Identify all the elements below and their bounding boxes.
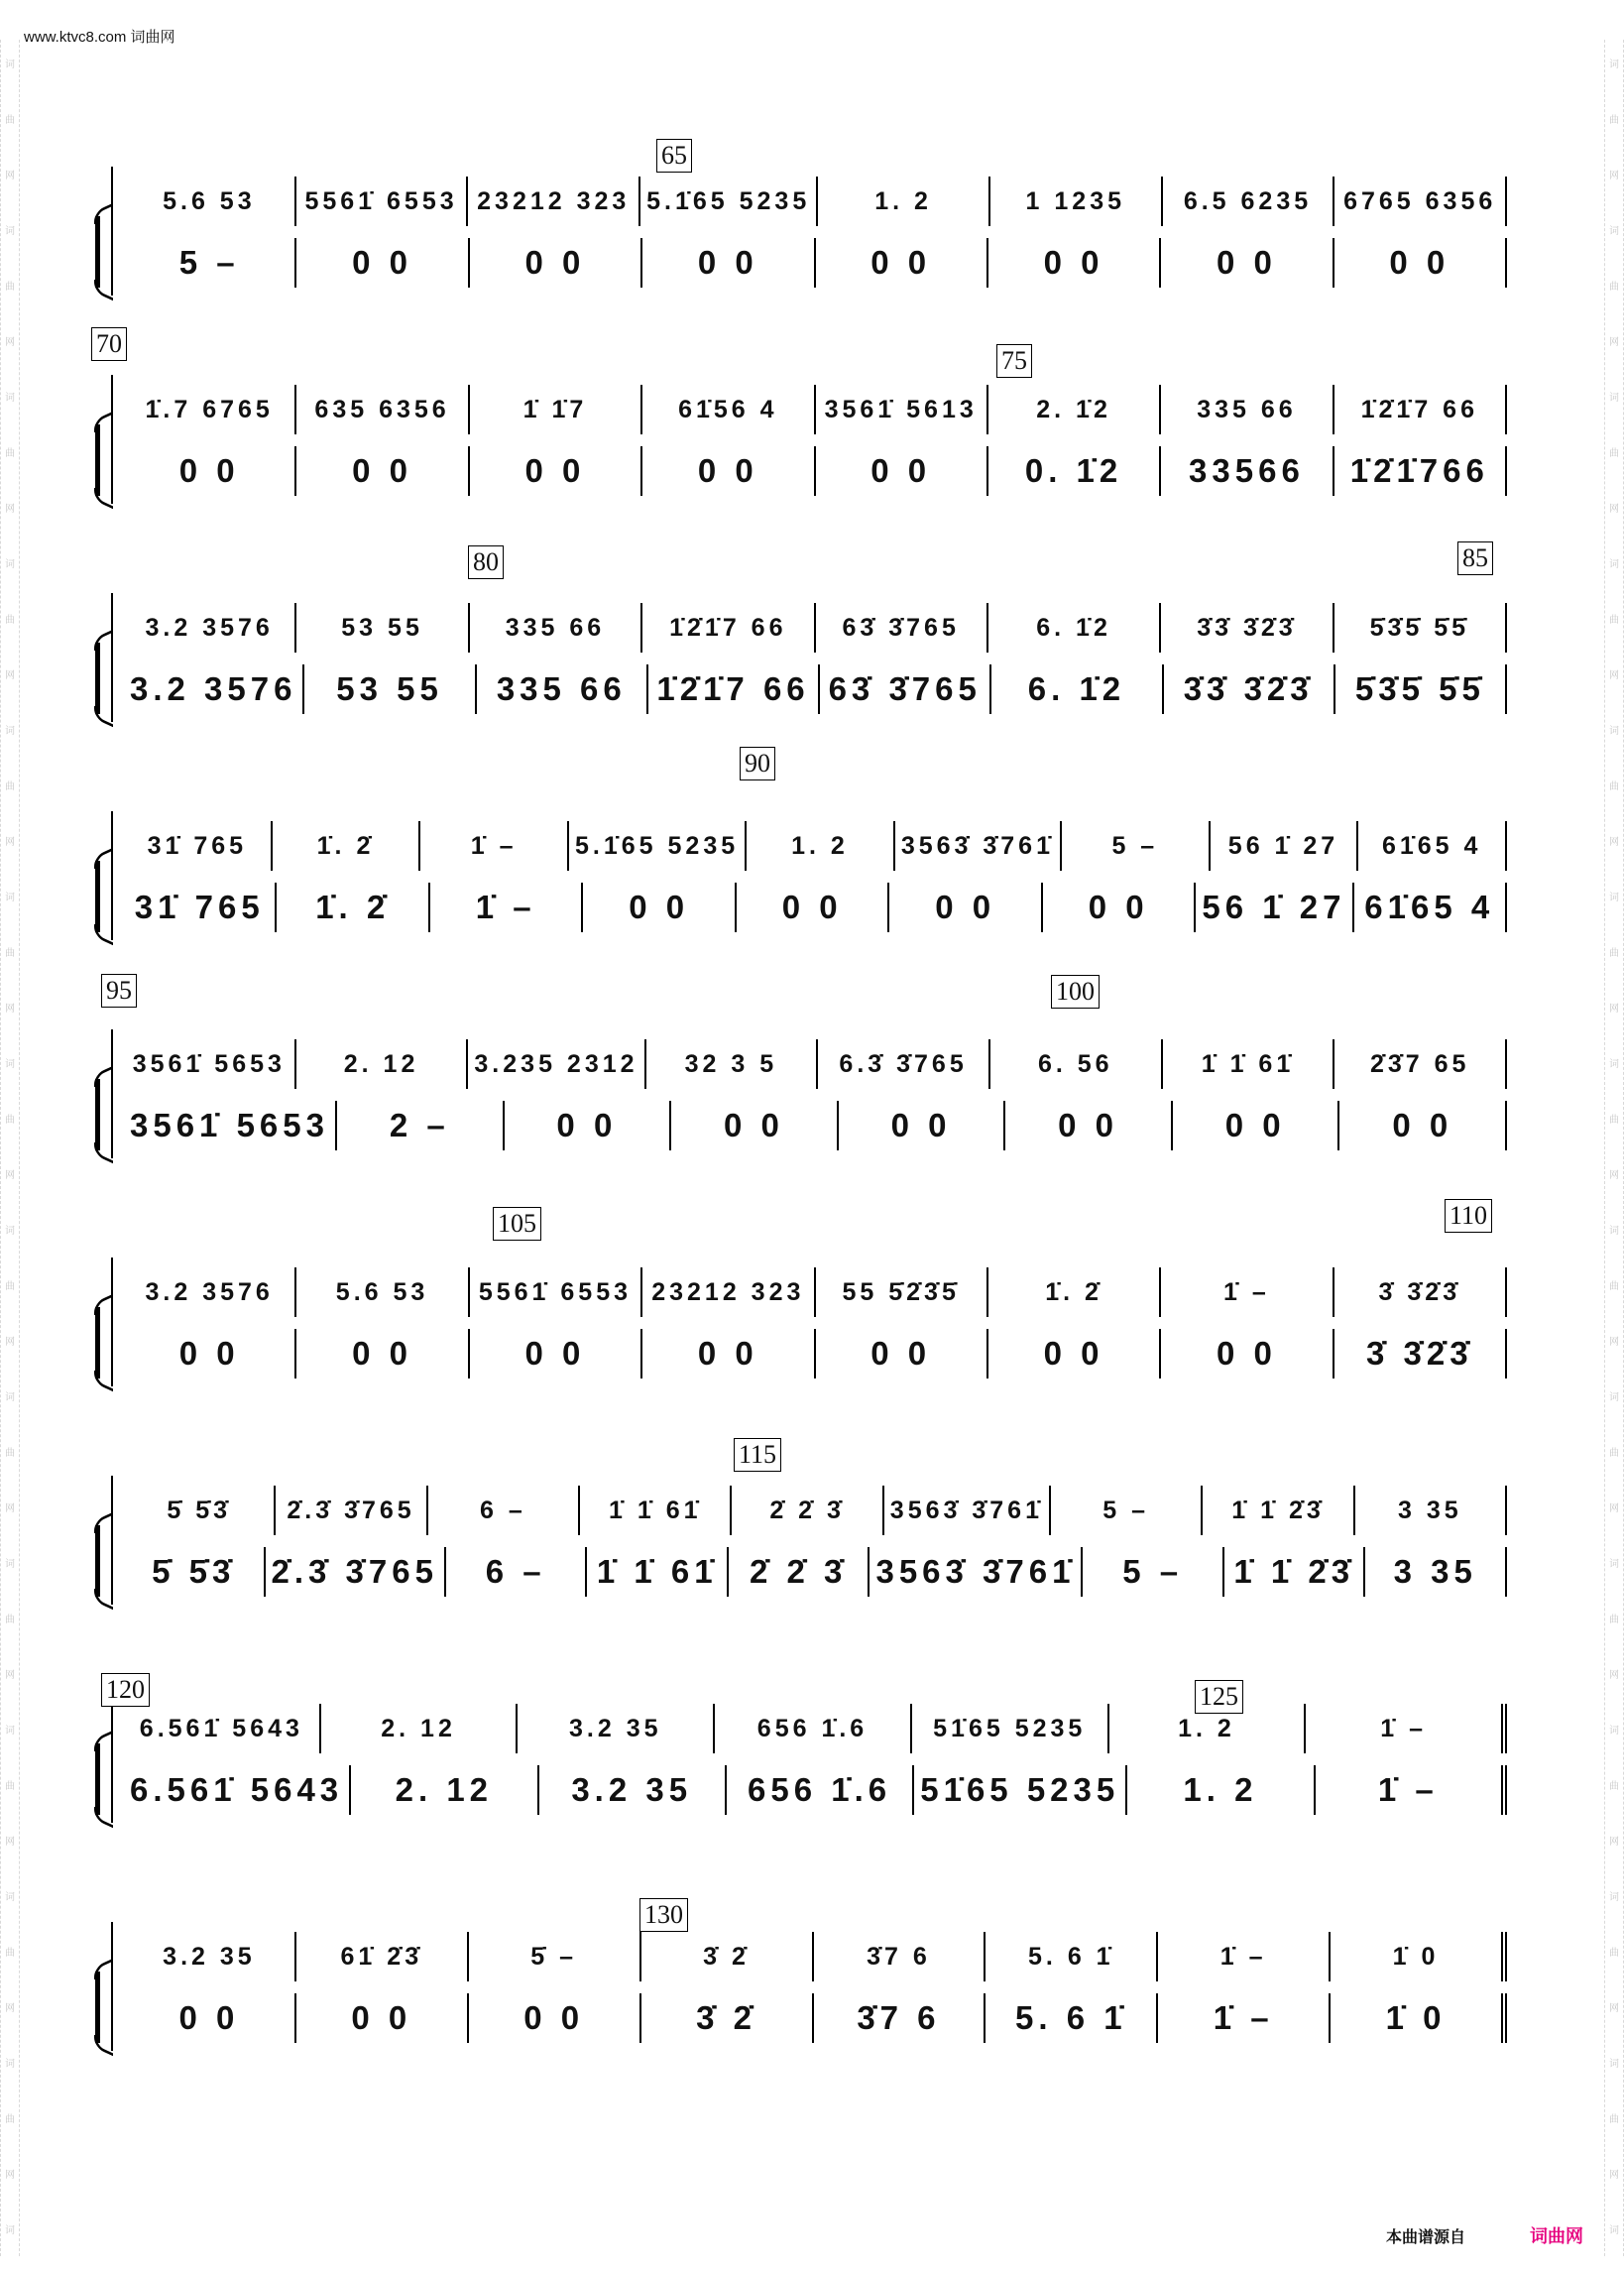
watermark-mark: 曲 <box>1609 2114 1619 2125</box>
measure: 1. 2 <box>818 177 990 226</box>
score-system <box>89 585 1507 734</box>
watermark-mark: 网 <box>5 2003 15 2014</box>
measure: 0 0 <box>889 883 1042 932</box>
watermark-mark: 网 <box>5 2170 15 2181</box>
measure: 0 0 <box>816 238 988 288</box>
watermark-mark: 网 <box>1609 1337 1619 1348</box>
watermark-mark: 词 <box>1609 2225 1619 2236</box>
measure: 5̇3̇5̇ 5̇5̇ <box>1335 664 1507 714</box>
measure: 0. 1̇2 <box>988 446 1161 496</box>
measure: 1̇ 1̇ 2̇3̇ <box>1224 1547 1366 1597</box>
measure: 2̇3̇7 65 <box>1334 1039 1507 1089</box>
watermark-mark: 曲 <box>5 781 15 792</box>
watermark-mark: 词 <box>5 226 15 237</box>
watermark-mark: 网 <box>5 504 15 515</box>
watermark-mark: 网 <box>1609 837 1619 848</box>
measure: 61̇65 4 <box>1354 883 1507 932</box>
measure: 63̇ 3̇765 <box>816 603 988 653</box>
watermark-mark: 曲 <box>5 2114 15 2125</box>
system-line <box>111 593 113 722</box>
measure: 335 66 <box>477 664 648 714</box>
measure: 6 – <box>446 1547 588 1597</box>
upper-staff <box>124 1932 1507 1981</box>
measure: 5561̇ 6553 <box>470 1267 642 1317</box>
upper-staff <box>124 1704 1507 1753</box>
measure: 1̇ – <box>1158 1993 1331 2043</box>
measure-number: 90 <box>740 747 775 780</box>
measure: 1. 2 <box>1109 1704 1307 1753</box>
measure: 3563̇ 3̇761̇ <box>895 821 1062 871</box>
watermark-mark: 词 <box>5 1892 15 1903</box>
score-system <box>89 1686 1507 1835</box>
measure: 3.2 3576 <box>124 664 304 714</box>
watermark-mark: 词 <box>5 1059 15 1070</box>
system-bracket <box>95 1079 110 1150</box>
measure: 3̇3̇ 3̇2̇3̇ <box>1164 664 1335 714</box>
measure: 3561̇ 5613 <box>816 385 988 434</box>
measure: 0 0 <box>1161 238 1334 288</box>
measure: 3̇ 3̇2̇3̇ <box>1334 1267 1507 1317</box>
measure: 3561̇ 5653 <box>124 1039 296 1089</box>
score-system <box>89 159 1507 307</box>
measure: 0 0 <box>1339 1101 1507 1150</box>
measure: 3561̇ 5653 <box>124 1101 337 1150</box>
watermark-mark: 网 <box>5 1004 15 1015</box>
watermark-mark: 词 <box>5 726 15 737</box>
measure: 656 1̇.6 <box>727 1765 914 1815</box>
measure: 0 0 <box>642 1329 815 1378</box>
measure: 5.6 53 <box>124 177 296 226</box>
watermark-mark: 词 <box>5 1226 15 1237</box>
measure-number: 80 <box>468 545 504 579</box>
watermark-mark: 曲 <box>5 282 15 293</box>
lower-staff <box>124 1329 1507 1378</box>
measure: 2̇.3̇ 3̇765 <box>276 1486 427 1535</box>
measure-number: 105 <box>493 1207 541 1241</box>
measure: 1̇. 2̇ <box>273 821 421 871</box>
measure: 2. 12 <box>296 1039 469 1089</box>
measure: 1̇2̇1̇7 66 <box>642 603 815 653</box>
measure: 1̇ 1̇ 61̇ <box>1163 1039 1335 1089</box>
measure: 53 55 <box>304 664 476 714</box>
system-line <box>111 1258 113 1386</box>
measure: 5 – <box>124 238 296 288</box>
measure: 61̇ 2̇3̇ <box>296 1932 469 1981</box>
upper-staff <box>124 1039 1507 1089</box>
watermark-mark: 网 <box>5 1337 15 1348</box>
measure: 51̇65 5235 <box>912 1704 1109 1753</box>
score-system <box>89 1468 1507 1617</box>
measure: 56 1̇ 27 <box>1211 821 1359 871</box>
measure: 3̇7 6 <box>814 1932 986 1981</box>
measure: 0 0 <box>296 1993 469 2043</box>
measure: 3.2 35 <box>539 1765 727 1815</box>
watermark-mark: 网 <box>1609 2170 1619 2181</box>
measure-number: 75 <box>996 344 1032 378</box>
system-bracket <box>95 1307 110 1378</box>
watermark-mark: 网 <box>5 670 15 681</box>
watermark-mark: 词 <box>1609 1892 1619 1903</box>
watermark-mark: 网 <box>1609 1004 1619 1015</box>
watermark-mark: 词 <box>5 1392 15 1403</box>
watermark-mark: 网 <box>1609 670 1619 681</box>
system-bracket <box>95 1743 110 1815</box>
watermark-mark: 词 <box>1609 559 1619 570</box>
measure: 635 6356 <box>296 385 469 434</box>
measure-number: 100 <box>1051 975 1100 1009</box>
measure: 0 0 <box>1334 238 1507 288</box>
measure: 0 0 <box>296 238 469 288</box>
measure: 2. 1̇2 <box>988 385 1161 434</box>
measure: 0 0 <box>469 1993 641 2043</box>
watermark-mark: 词 <box>5 1559 15 1570</box>
watermark-mark: 曲 <box>1609 1615 1619 1625</box>
measure: 5.6 53 <box>296 1267 469 1317</box>
measure: 0 0 <box>1005 1101 1173 1150</box>
measure: 0 0 <box>816 446 988 496</box>
watermark-mark: 曲 <box>5 115 15 126</box>
measure: 3̇ 2̇ <box>641 1932 814 1981</box>
measure: 0 0 <box>124 1329 296 1378</box>
measure: 53 55 <box>296 603 469 653</box>
upper-staff <box>124 1486 1507 1535</box>
lower-staff <box>124 1993 1507 2043</box>
measure: 656 1̇.6 <box>715 1704 912 1753</box>
measure-number: 120 <box>101 1673 150 1707</box>
score-system <box>89 367 1507 516</box>
measure: 23212 323 <box>468 177 640 226</box>
measure: 1. 2 <box>747 821 895 871</box>
measure: 0 0 <box>1161 1329 1334 1378</box>
watermark-mark: 曲 <box>1609 615 1619 626</box>
watermark-mark: 词 <box>1609 393 1619 404</box>
measure: 1̇ – <box>420 821 569 871</box>
measure: 0 0 <box>737 883 889 932</box>
watermark-mark: 曲 <box>1609 115 1619 126</box>
measure: 1̇2̇1̇7 66 <box>1334 385 1507 434</box>
measure: 5. 6 1̇ <box>986 1932 1158 1981</box>
measure: 31̇ 765 <box>124 883 277 932</box>
measure: 0 0 <box>470 238 642 288</box>
measure: 1̇ 1̇ 61̇ <box>580 1486 732 1535</box>
lower-staff <box>124 1101 1507 1150</box>
measure: 3̇7 6 <box>814 1993 986 2043</box>
upper-staff <box>124 385 1507 434</box>
watermark-mark: 词 <box>1609 60 1619 70</box>
measure: 3563̇ 3̇761̇ <box>884 1486 1051 1535</box>
watermark-mark: 网 <box>1609 2003 1619 2014</box>
measure: 51̇65 5235 <box>914 1765 1127 1815</box>
left-watermark-strip <box>0 40 20 2256</box>
watermark-mark: 网 <box>1609 1503 1619 1514</box>
measure-number: 125 <box>1195 1680 1243 1714</box>
measure: 0 0 <box>671 1101 839 1150</box>
measure: 3.2 35 <box>518 1704 715 1753</box>
measure: 55 5̇2̇3̇5̇ <box>816 1267 988 1317</box>
measure: 3563̇ 3̇761̇ <box>870 1547 1083 1597</box>
measure: 3.2 35 <box>124 1932 296 1981</box>
measure: 0 0 <box>839 1101 1006 1150</box>
measure-number: 110 <box>1445 1199 1492 1233</box>
measure: 31̇ 765 <box>124 821 273 871</box>
measure: 6 – <box>428 1486 580 1535</box>
watermark-mark: 曲 <box>1609 781 1619 792</box>
upper-staff <box>124 821 1507 871</box>
watermark-mark: 网 <box>5 1170 15 1181</box>
watermark-mark: 词 <box>1609 1726 1619 1737</box>
measure: 3̇ 2̇ <box>641 1993 814 2043</box>
measure: 5̇ – <box>469 1932 641 1981</box>
measure: 1̇ – <box>1316 1765 1507 1815</box>
watermark-mark: 曲 <box>1609 1115 1619 1126</box>
system-bracket <box>95 1525 110 1597</box>
watermark-mark: 曲 <box>1609 448 1619 459</box>
measure: 1̇. 2̇ <box>277 883 429 932</box>
measure: 0 0 <box>816 1329 988 1378</box>
measure-number: 95 <box>101 974 137 1008</box>
measure: 6765 6356 <box>1334 177 1507 226</box>
score-system <box>89 1250 1507 1398</box>
watermark-mark: 词 <box>1609 1392 1619 1403</box>
watermark-mark: 曲 <box>5 1448 15 1459</box>
lower-staff <box>124 446 1507 496</box>
measure: 5 – <box>1083 1547 1224 1597</box>
measure: 3̇3̇ 3̇2̇3̇ <box>1161 603 1334 653</box>
measure: 1̇2̇1̇766 <box>1334 446 1507 496</box>
watermark-mark: 网 <box>1609 504 1619 515</box>
measure: 2̇ 2̇ 3̇ <box>729 1547 870 1597</box>
watermark-mark: 词 <box>5 893 15 903</box>
measure: 335 66 <box>470 603 642 653</box>
measure: 2. 12 <box>321 1704 519 1753</box>
system-bracket <box>95 643 110 714</box>
measure: 33566 <box>1161 446 1334 496</box>
measure: 1̇ 1̇7 <box>470 385 642 434</box>
measure: 3.2 3576 <box>124 1267 296 1317</box>
measure: 2̇ 2̇ 3̇ <box>732 1486 883 1535</box>
measure: 1̇ 1̇ 61̇ <box>587 1547 729 1597</box>
measure: 5̇ 5̇3̇ <box>124 1547 266 1597</box>
watermark-mark: 网 <box>5 1670 15 1681</box>
system-bracket <box>95 1972 110 2043</box>
measure: 0 0 <box>470 446 642 496</box>
measure: 1̇2̇1̇7 66 <box>648 664 820 714</box>
footer-logo: 词曲网 <box>1530 2226 1583 2246</box>
watermark-mark: 曲 <box>5 1115 15 1126</box>
measure: 3 35 <box>1355 1486 1507 1535</box>
measure: 1̇ – <box>1158 1932 1331 1981</box>
measure-number: 85 <box>1457 541 1493 575</box>
measure: 3̇ 3̇2̇3̇ <box>1334 1329 1507 1378</box>
watermark-mark: 曲 <box>1609 1448 1619 1459</box>
watermark-mark: 词 <box>5 559 15 570</box>
system-bracket <box>95 861 110 932</box>
watermark-mark: 网 <box>5 1503 15 1514</box>
measure: 6.561̇ 5643 <box>124 1704 321 1753</box>
measure: 63̇ 3̇765 <box>820 664 991 714</box>
lower-staff <box>124 883 1507 932</box>
measure-number: 70 <box>91 327 127 361</box>
measure: 1̇.7 6765 <box>124 385 296 434</box>
measure: 0 0 <box>124 1993 296 2043</box>
measure: 2. 12 <box>351 1765 538 1815</box>
measure: 0 0 <box>1173 1101 1340 1150</box>
measure: 1̇ 1̇ 2̇3̇ <box>1203 1486 1354 1535</box>
measure: 5.1̇65 5235 <box>640 177 818 226</box>
score-system <box>89 803 1507 952</box>
measure: 1 1235 <box>990 177 1163 226</box>
measure: 2 – <box>337 1101 505 1150</box>
measure: 0 0 <box>296 1329 469 1378</box>
watermark-mark: 曲 <box>1609 282 1619 293</box>
measure: 5 – <box>1062 821 1211 871</box>
upper-staff <box>124 177 1507 226</box>
system-line <box>111 375 113 504</box>
measure: 0 0 <box>1043 883 1196 932</box>
watermark-mark: 词 <box>5 393 15 404</box>
watermark-mark: 网 <box>5 337 15 348</box>
measure: 0 0 <box>296 446 469 496</box>
measure: 0 0 <box>642 446 815 496</box>
watermark-mark: 词 <box>1609 226 1619 237</box>
measure: 5. 6 1̇ <box>986 1993 1158 2043</box>
watermark-mark: 曲 <box>5 1948 15 1959</box>
measure: 1̇ – <box>1161 1267 1334 1317</box>
measure: 1̇ – <box>1306 1704 1507 1753</box>
watermark-mark: 曲 <box>5 1281 15 1292</box>
watermark-mark: 词 <box>5 2225 15 2236</box>
system-line <box>111 811 113 940</box>
measure: 1̇ – <box>430 883 583 932</box>
watermark-mark: 网 <box>1609 1170 1619 1181</box>
watermark-mark: 曲 <box>1609 948 1619 959</box>
measure: 0 0 <box>988 1329 1161 1378</box>
measure: 6. 1̇2 <box>991 664 1163 714</box>
measure: 61̇65 4 <box>1358 821 1507 871</box>
score-system <box>89 1914 1507 2063</box>
watermark-mark: 曲 <box>1609 1281 1619 1292</box>
measure: 3.235 2312 <box>468 1039 645 1089</box>
measure-number: 65 <box>656 139 692 173</box>
measure: 6.3̇ 3̇765 <box>818 1039 990 1089</box>
measure: 5 – <box>1051 1486 1203 1535</box>
watermark-mark: 曲 <box>5 1781 15 1792</box>
system-line <box>111 1694 113 1823</box>
measure: 6. 1̇2 <box>988 603 1161 653</box>
watermark-mark: 网 <box>1609 1837 1619 1848</box>
system-line <box>111 1922 113 2051</box>
watermark-mark: 词 <box>1609 1059 1619 1070</box>
right-watermark-strip <box>1604 40 1624 2256</box>
measure: 6.5 6235 <box>1163 177 1335 226</box>
watermark-mark: 曲 <box>5 948 15 959</box>
measure: 335 66 <box>1161 385 1334 434</box>
watermark-mark: 曲 <box>5 448 15 459</box>
watermark-mark: 词 <box>1609 1559 1619 1570</box>
system-line <box>111 167 113 296</box>
measure: 3 35 <box>1365 1547 1507 1597</box>
system-line <box>111 1476 113 1605</box>
measure: 1̇ 0 <box>1331 1993 1507 2043</box>
watermark-mark: 网 <box>1609 1670 1619 1681</box>
measure: 5̇ 5̇3̇ <box>124 1486 276 1535</box>
watermark-mark: 网 <box>5 837 15 848</box>
watermark-mark: 网 <box>5 171 15 181</box>
measure: 0 0 <box>642 238 815 288</box>
watermark-mark: 词 <box>1609 2059 1619 2070</box>
watermark-mark: 词 <box>1609 726 1619 737</box>
lower-staff <box>124 664 1507 714</box>
watermark-mark: 曲 <box>5 615 15 626</box>
measure: 0 0 <box>988 238 1161 288</box>
lower-staff <box>124 1547 1507 1597</box>
watermark-mark: 曲 <box>5 1615 15 1625</box>
watermark-mark: 网 <box>1609 337 1619 348</box>
system-line <box>111 1029 113 1158</box>
measure: 0 0 <box>505 1101 672 1150</box>
measure: 0 0 <box>470 1329 642 1378</box>
measure: 32 3 5 <box>646 1039 819 1089</box>
watermark-mark: 词 <box>5 2059 15 2070</box>
measure: 2̇.3̇ 3̇765 <box>266 1547 446 1597</box>
measure: 61̇56 4 <box>642 385 815 434</box>
measure: 6. 56 <box>990 1039 1163 1089</box>
watermark-mark: 词 <box>5 1726 15 1737</box>
measure: 0 0 <box>124 446 296 496</box>
watermark-mark: 词 <box>5 60 15 70</box>
measure: 23212 323 <box>642 1267 815 1317</box>
measure: 1̇. 2̇ <box>988 1267 1161 1317</box>
lower-staff <box>124 1765 1507 1815</box>
footer-source: 本曲谱源自 <box>1386 2229 1466 2246</box>
watermark-mark: 网 <box>5 1837 15 1848</box>
upper-staff <box>124 603 1507 653</box>
measure: 1̇ 0 <box>1331 1932 1507 1981</box>
measure-number: 130 <box>639 1898 688 1932</box>
system-bracket <box>95 424 110 496</box>
watermark-mark: 曲 <box>1609 1948 1619 1959</box>
watermark-mark: 曲 <box>1609 1781 1619 1792</box>
measure-number: 115 <box>734 1438 781 1472</box>
measure: 5.1̇65 5235 <box>569 821 747 871</box>
measure: 5561̇ 6553 <box>296 177 469 226</box>
watermark-mark: 网 <box>1609 171 1619 181</box>
header-url: www.ktvc8.com 词曲网 <box>24 29 175 46</box>
lower-staff <box>124 238 1507 288</box>
watermark-mark: 词 <box>1609 893 1619 903</box>
measure: 5̇3̇5̇ 5̇5̇ <box>1334 603 1507 653</box>
score-system <box>89 1021 1507 1170</box>
watermark-mark: 词 <box>1609 1226 1619 1237</box>
upper-staff <box>124 1267 1507 1317</box>
measure: 1. 2 <box>1127 1765 1315 1815</box>
measure: 3.2 3576 <box>124 603 296 653</box>
measure: 56 1̇ 27 <box>1196 883 1353 932</box>
measure: 0 0 <box>583 883 736 932</box>
system-bracket <box>95 216 110 288</box>
measure: 6.561̇ 5643 <box>124 1765 351 1815</box>
